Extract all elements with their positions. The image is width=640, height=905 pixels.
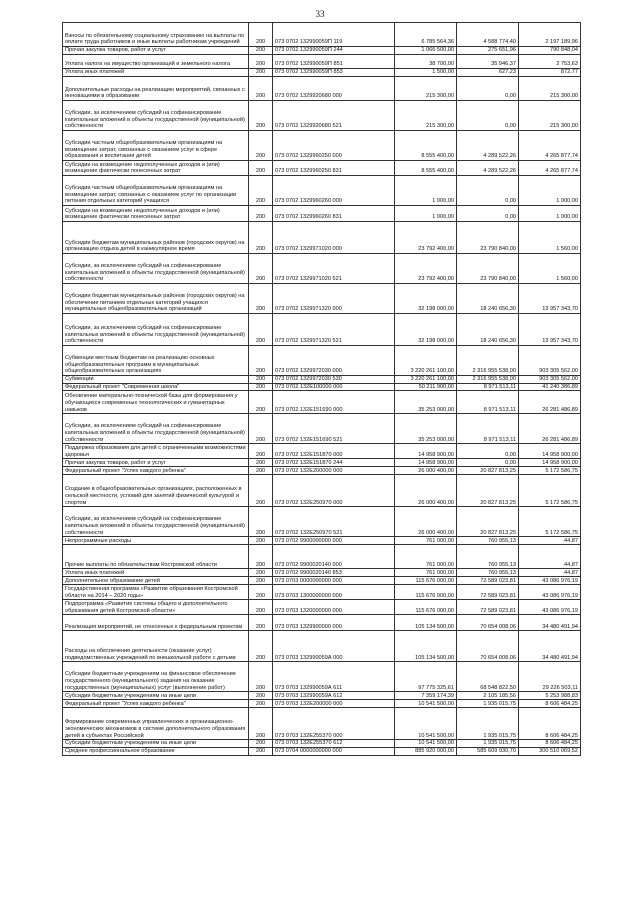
row-name: Взносы по обязательному социальному страхованию на выплаты по оплате труда работников и иные выплаты работникам учреждений bbox=[63, 23, 249, 47]
row-code: 200 bbox=[249, 662, 273, 692]
row-code: 200 bbox=[249, 222, 273, 254]
row-executed-amount: 20 827 813,25 bbox=[457, 467, 519, 475]
row-name: Субвенции местным бюджетам на реализацию основных общеобразовательных программ в муниципальных общеобразовательных организациях bbox=[63, 346, 249, 376]
table-row bbox=[63, 692, 581, 700]
row-approved-amount: 6 785 564,36 bbox=[395, 23, 457, 47]
row-code: 200 bbox=[249, 206, 273, 222]
row-approved-amount: 38 700,00 bbox=[395, 55, 457, 69]
row-classification: 073 0702 9900000000 000 bbox=[273, 537, 395, 545]
row-unexecuted-amount: 34 480 491,94 bbox=[519, 615, 581, 631]
table-row bbox=[63, 662, 581, 692]
row-unexecuted-amount: 8 606 484,25 bbox=[519, 740, 581, 748]
row-code: 200 bbox=[249, 708, 273, 740]
table-row bbox=[63, 161, 581, 176]
row-name: Федеральный проект "Успех каждого ребенка" bbox=[63, 700, 249, 708]
row-classification: 073 0702 1329920680 521 bbox=[273, 101, 395, 131]
row-name: Создание в общеобразовательных организациях, расположенных в сельской местности, условий для занятий физической культурой и спортом bbox=[63, 475, 249, 507]
row-classification: 073 0702 9900020140 853 bbox=[273, 569, 395, 577]
table-row bbox=[63, 69, 581, 77]
row-classification: 073 0703 132990059А 000 bbox=[273, 631, 395, 662]
row-unexecuted-amount: 1 560,00 bbox=[519, 222, 581, 254]
table-row bbox=[63, 47, 581, 55]
row-classification: 073 0702 132990059П 119 bbox=[273, 23, 395, 47]
row-classification: 073 0702 132E100000 000 bbox=[273, 383, 395, 391]
row-name: Обновление материально-технической базы для формирования у обучающихся современных технологических и гуманитарных навыков bbox=[63, 391, 249, 414]
row-executed-amount: 627,23 bbox=[457, 69, 519, 77]
row-unexecuted-amount: 790 848,04 bbox=[519, 47, 581, 55]
row-code: 200 bbox=[249, 585, 273, 600]
row-code: 200 bbox=[249, 346, 273, 376]
row-classification: 073 0703 132E255370 000 bbox=[273, 708, 395, 740]
row-code: 200 bbox=[249, 376, 273, 384]
row-classification: 073 0702 1329971320 521 bbox=[273, 314, 395, 346]
table-row bbox=[63, 206, 581, 222]
row-executed-amount: 0,00 bbox=[457, 206, 519, 222]
table-row bbox=[63, 23, 581, 47]
row-approved-amount: 14 958 900,00 bbox=[395, 459, 457, 467]
row-approved-amount: 14 958 900,00 bbox=[395, 444, 457, 459]
row-unexecuted-amount: 903 305 562,00 bbox=[519, 346, 581, 376]
row-classification: 073 0703 1300000000 000 bbox=[273, 585, 395, 600]
row-unexecuted-amount: 8 606 484,25 bbox=[519, 708, 581, 740]
row-code: 200 bbox=[249, 391, 273, 414]
row-classification: 073 0702 132E151870 000 bbox=[273, 444, 395, 459]
table-row bbox=[63, 467, 581, 475]
row-unexecuted-amount: 872,77 bbox=[519, 69, 581, 77]
row-executed-amount: 2 316 955 538,00 bbox=[457, 346, 519, 376]
budget-table bbox=[62, 22, 581, 756]
table-row bbox=[63, 314, 581, 346]
row-code: 200 bbox=[249, 615, 273, 631]
row-executed-amount: 18 240 656,30 bbox=[457, 314, 519, 346]
table-row bbox=[63, 631, 581, 662]
row-code: 200 bbox=[249, 545, 273, 569]
row-classification: 073 0703 132990059А 611 bbox=[273, 662, 395, 692]
row-name: Субсидии частным общеобразовательным организациям на возмещение затрат, связанных с оказанием услуг по организации питания отдельных категорий учащихся bbox=[63, 176, 249, 206]
row-code: 200 bbox=[249, 577, 273, 585]
row-name: Субсидии, за исключением субсидий на софинансирование капитальных вложений в объекты государственной (муниципальной) собственности bbox=[63, 414, 249, 444]
table-row bbox=[63, 475, 581, 507]
row-name: Уплата иных платежей bbox=[63, 69, 249, 77]
row-unexecuted-amount: 14 958 900,00 bbox=[519, 444, 581, 459]
row-name: Прочая закупка товаров, работ и услуг bbox=[63, 459, 249, 467]
row-approved-amount: 761 000,00 bbox=[395, 545, 457, 569]
row-classification: 073 0702 132E151870 244 bbox=[273, 459, 395, 467]
row-classification: 073 0702 1329960260 831 bbox=[273, 206, 395, 222]
row-name: Непрограммные расходы bbox=[63, 537, 249, 545]
row-approved-amount: 26 000 400,00 bbox=[395, 467, 457, 475]
table-row bbox=[63, 391, 581, 414]
row-classification: 073 0702 132E200000 000 bbox=[273, 467, 395, 475]
row-code: 200 bbox=[249, 176, 273, 206]
row-unexecuted-amount: 43 086 976,19 bbox=[519, 577, 581, 585]
table-row bbox=[63, 545, 581, 569]
row-executed-amount: 8 971 513,11 bbox=[457, 414, 519, 444]
row-approved-amount: 8 555 400,00 bbox=[395, 131, 457, 161]
row-executed-amount: 4 588 774,40 bbox=[457, 23, 519, 47]
row-classification: 073 0702 1329971020 521 bbox=[273, 254, 395, 284]
row-name: Прочая закупка товаров, работ и услуг bbox=[63, 47, 249, 55]
row-code: 200 bbox=[249, 161, 273, 176]
row-unexecuted-amount: 44,87 bbox=[519, 545, 581, 569]
row-approved-amount: 1 500,00 bbox=[395, 69, 457, 77]
table-row bbox=[63, 747, 581, 755]
row-unexecuted-amount: 2 753,63 bbox=[519, 55, 581, 69]
row-code: 200 bbox=[249, 284, 273, 314]
row-classification: 073 0703 1329900000 000 bbox=[273, 615, 395, 631]
row-code: 200 bbox=[249, 254, 273, 284]
row-classification: 073 0702 132990059П 851 bbox=[273, 55, 395, 69]
row-unexecuted-amount: 5 172 586,75 bbox=[519, 467, 581, 475]
row-name: Субсидии бюджетным учреждениям на иные цели bbox=[63, 740, 249, 748]
row-name: Субсидии частным общеобразовательным организациям на возмещение затрат, связанных с оказанием услуг в сфере образования и воспитания детей bbox=[63, 131, 249, 161]
row-approved-amount: 32 198 000,00 bbox=[395, 314, 457, 346]
row-executed-amount: 8 971 513,11 bbox=[457, 391, 519, 414]
row-unexecuted-amount: 13 957 343,70 bbox=[519, 284, 581, 314]
row-approved-amount: 10 541 500,00 bbox=[395, 700, 457, 708]
row-approved-amount: 50 211 900,00 bbox=[395, 383, 457, 391]
row-name: Субсидии, за исключением субсидий на софинансирование капитальных вложений в объекты государственной (муниципальной) собственности bbox=[63, 507, 249, 537]
table-row bbox=[63, 77, 581, 101]
row-name: Дополнительные расходы на реализацию мероприятий, связанных с инновациями в образовании bbox=[63, 77, 249, 101]
table-row bbox=[63, 131, 581, 161]
table-row bbox=[63, 577, 581, 585]
row-code: 200 bbox=[249, 77, 273, 101]
row-classification: 073 0703 132E255370 612 bbox=[273, 740, 395, 748]
row-executed-amount: 760 955,13 bbox=[457, 569, 519, 577]
row-executed-amount: 20 827 813,25 bbox=[457, 475, 519, 507]
row-approved-amount: 35 253 000,00 bbox=[395, 414, 457, 444]
row-name: Расходы на обеспечение деятельности (оказание услуг) подведомственных учреждений по внешкольной работе с детьми bbox=[63, 631, 249, 662]
row-unexecuted-amount: 13 957 343,70 bbox=[519, 314, 581, 346]
table-row bbox=[63, 585, 581, 600]
row-approved-amount: 215 300,00 bbox=[395, 101, 457, 131]
row-executed-amount: 0,00 bbox=[457, 444, 519, 459]
row-unexecuted-amount: 26 281 486,89 bbox=[519, 391, 581, 414]
row-unexecuted-amount: 1 000,00 bbox=[519, 206, 581, 222]
row-unexecuted-amount: 4 265 877,74 bbox=[519, 131, 581, 161]
row-code: 200 bbox=[249, 101, 273, 131]
row-code: 200 bbox=[249, 47, 273, 55]
row-approved-amount: 8 555 400,00 bbox=[395, 161, 457, 176]
row-executed-amount: 23 790 840,00 bbox=[457, 254, 519, 284]
row-unexecuted-amount: 29 226 503,11 bbox=[519, 662, 581, 692]
row-name: Поддержка образования для детей с ограниченными возможностями здоровья bbox=[63, 444, 249, 459]
row-code: 200 bbox=[249, 475, 273, 507]
row-code: 200 bbox=[249, 69, 273, 77]
row-code: 200 bbox=[249, 467, 273, 475]
row-name: Федеральный проект "Успех каждого ребенка" bbox=[63, 467, 249, 475]
row-classification: 073 0702 1329972030 000 bbox=[273, 346, 395, 376]
row-executed-amount: 72 589 023,81 bbox=[457, 585, 519, 600]
row-name: Субвенции bbox=[63, 376, 249, 384]
row-executed-amount: 0,00 bbox=[457, 459, 519, 467]
row-executed-amount: 2 105 185,56 bbox=[457, 692, 519, 700]
row-name: Подпрограмма «Развитие системы общего и дополнительного образования детей Костромской области» bbox=[63, 600, 249, 615]
table-row bbox=[63, 55, 581, 69]
table-row bbox=[63, 346, 581, 376]
row-executed-amount: 4 289 522,26 bbox=[457, 161, 519, 176]
row-code: 200 bbox=[249, 631, 273, 662]
row-name: Федеральный проект "Современная школа" bbox=[63, 383, 249, 391]
row-executed-amount: 68 548 822,50 bbox=[457, 662, 519, 692]
row-name: Прочие выплаты по обязательствам Костромской области bbox=[63, 545, 249, 569]
table-row bbox=[63, 537, 581, 545]
row-name: Субсидии на возмещение недополученных доходов и (или) возмещение фактически понесенных затрат bbox=[63, 161, 249, 176]
row-approved-amount: 3 220 261 100,00 bbox=[395, 346, 457, 376]
row-classification: 073 0702 1329920680 000 bbox=[273, 77, 395, 101]
row-approved-amount: 23 792 400,00 bbox=[395, 222, 457, 254]
row-unexecuted-amount: 44,87 bbox=[519, 569, 581, 577]
budget-table-body bbox=[63, 23, 581, 756]
row-executed-amount: 70 654 008,06 bbox=[457, 631, 519, 662]
row-unexecuted-amount: 1 560,00 bbox=[519, 254, 581, 284]
row-executed-amount: 72 589 023,81 bbox=[457, 577, 519, 585]
row-unexecuted-amount: 1 000,00 bbox=[519, 176, 581, 206]
row-code: 200 bbox=[249, 131, 273, 161]
row-approved-amount: 761 000,00 bbox=[395, 537, 457, 545]
row-approved-amount: 7 359 174,39 bbox=[395, 692, 457, 700]
row-unexecuted-amount: 44,87 bbox=[519, 537, 581, 545]
row-executed-amount: 0,00 bbox=[457, 77, 519, 101]
row-unexecuted-amount: 4 265 877,74 bbox=[519, 161, 581, 176]
row-name: Субсидии на возмещение недополученных доходов и (или) возмещение фактически понесенных затрат bbox=[63, 206, 249, 222]
table-row bbox=[63, 700, 581, 708]
row-classification: 073 0702 1329971320 000 bbox=[273, 284, 395, 314]
table-row bbox=[63, 101, 581, 131]
row-executed-amount: 0,00 bbox=[457, 101, 519, 131]
row-classification: 073 0702 132990059П 244 bbox=[273, 47, 395, 55]
row-classification: 073 0702 132E151690 521 bbox=[273, 414, 395, 444]
row-approved-amount: 26 000 400,00 bbox=[395, 507, 457, 537]
table-row bbox=[63, 414, 581, 444]
row-code: 200 bbox=[249, 314, 273, 346]
row-classification: 073 0702 1329960250 831 bbox=[273, 161, 395, 176]
row-approved-amount: 32 198 000,00 bbox=[395, 284, 457, 314]
row-unexecuted-amount: 41 240 386,89 bbox=[519, 383, 581, 391]
row-unexecuted-amount: 5 253 988,83 bbox=[519, 692, 581, 700]
table-row bbox=[63, 284, 581, 314]
row-executed-amount: 20 827 813,25 bbox=[457, 507, 519, 537]
row-code: 200 bbox=[249, 537, 273, 545]
row-classification: 073 0702 132990059П 853 bbox=[273, 69, 395, 77]
row-code: 200 bbox=[249, 747, 273, 755]
row-code: 200 bbox=[249, 414, 273, 444]
row-name: Субсидии бюджетам муниципальных районов (городских округов) на обеспечение питанием отдельных категорий учащихся муниципальных общеобразовательных организаций bbox=[63, 284, 249, 314]
row-classification: 073 0702 1329960260 000 bbox=[273, 176, 395, 206]
table-row bbox=[63, 459, 581, 467]
row-unexecuted-amount: 43 086 976,19 bbox=[519, 585, 581, 600]
row-classification: 073 0703 132E200000 000 bbox=[273, 700, 395, 708]
row-executed-amount: 8 971 513,11 bbox=[457, 383, 519, 391]
row-code: 200 bbox=[249, 383, 273, 391]
row-name: Среднее профессиональное образование bbox=[63, 747, 249, 755]
row-executed-amount: 35 946,37 bbox=[457, 55, 519, 69]
row-code: 200 bbox=[249, 692, 273, 700]
row-name: Субсидии, за исключением субсидий на софинансирование капитальных вложений в объекты государственной (муниципальной) собственности bbox=[63, 101, 249, 131]
row-unexecuted-amount: 300 510 069,52 bbox=[519, 747, 581, 755]
row-approved-amount: 3 220 261 100,00 bbox=[395, 376, 457, 384]
row-unexecuted-amount: 903 305 562,00 bbox=[519, 376, 581, 384]
row-name: Реализация мероприятий, не отнесенных к федеральным проектам bbox=[63, 615, 249, 631]
row-executed-amount: 1 935 015,75 bbox=[457, 740, 519, 748]
row-executed-amount: 23 790 840,00 bbox=[457, 222, 519, 254]
row-classification: 073 0703 0000000000 000 bbox=[273, 577, 395, 585]
row-name: Дополнительное образование детей bbox=[63, 577, 249, 585]
row-unexecuted-amount: 26 281 486,89 bbox=[519, 414, 581, 444]
row-classification: 073 0702 1329972030 530 bbox=[273, 376, 395, 384]
row-classification: 073 0702 132E151690 000 bbox=[273, 391, 395, 414]
table-row bbox=[63, 600, 581, 615]
row-classification: 073 0702 1329960250 000 bbox=[273, 131, 395, 161]
row-approved-amount: 1 000,00 bbox=[395, 176, 457, 206]
row-code: 200 bbox=[249, 700, 273, 708]
row-executed-amount: 18 240 656,30 bbox=[457, 284, 519, 314]
row-approved-amount: 761 000,00 bbox=[395, 569, 457, 577]
row-approved-amount: 115 676 000,00 bbox=[395, 577, 457, 585]
table-row bbox=[63, 740, 581, 748]
row-classification: 073 0703 1320000000 000 bbox=[273, 600, 395, 615]
row-name: Субсидии бюджетам муниципальных районов (городских округов) на организацию отдыха детей в каникулярное время bbox=[63, 222, 249, 254]
row-approved-amount: 97 775 325,61 bbox=[395, 662, 457, 692]
row-code: 200 bbox=[249, 55, 273, 69]
row-approved-amount: 10 541 500,00 bbox=[395, 740, 457, 748]
row-approved-amount: 1 000,00 bbox=[395, 206, 457, 222]
row-unexecuted-amount: 8 606 484,25 bbox=[519, 700, 581, 708]
table-row bbox=[63, 176, 581, 206]
table-row bbox=[63, 569, 581, 577]
table-row bbox=[63, 444, 581, 459]
row-unexecuted-amount: 5 172 586,75 bbox=[519, 507, 581, 537]
row-classification: 073 0702 132E250970 521 bbox=[273, 507, 395, 537]
row-unexecuted-amount: 2 197 189,96 bbox=[519, 23, 581, 47]
page-number: 33 bbox=[315, 9, 325, 19]
row-name: Субсидии бюджетным учреждениям на иные цели bbox=[63, 692, 249, 700]
row-code: 200 bbox=[249, 569, 273, 577]
row-approved-amount: 105 134 500,00 bbox=[395, 631, 457, 662]
row-classification: 073 0703 132990059А 612 bbox=[273, 692, 395, 700]
row-executed-amount: 1 935 015,75 bbox=[457, 700, 519, 708]
row-classification: 073 0702 1329971020 000 bbox=[273, 222, 395, 254]
row-code: 200 bbox=[249, 444, 273, 459]
row-classification: 073 0702 132E250970 000 bbox=[273, 475, 395, 507]
row-name: Уплата иных платежей bbox=[63, 569, 249, 577]
row-executed-amount: 4 289 522,26 bbox=[457, 131, 519, 161]
row-approved-amount: 115 676 000,00 bbox=[395, 585, 457, 600]
table-row bbox=[63, 708, 581, 740]
row-approved-amount: 215 300,00 bbox=[395, 77, 457, 101]
row-unexecuted-amount: 43 086 976,19 bbox=[519, 600, 581, 615]
row-unexecuted-amount: 5 172 586,75 bbox=[519, 475, 581, 507]
table-row bbox=[63, 507, 581, 537]
row-approved-amount: 26 000 400,00 bbox=[395, 475, 457, 507]
row-code: 200 bbox=[249, 23, 273, 47]
row-classification: 073 0702 9900020140 000 bbox=[273, 545, 395, 569]
table-row bbox=[63, 383, 581, 391]
row-approved-amount: 115 676 000,00 bbox=[395, 600, 457, 615]
row-approved-amount: 105 134 500,00 bbox=[395, 615, 457, 631]
row-approved-amount: 10 541 500,00 bbox=[395, 708, 457, 740]
row-unexecuted-amount: 14 958 900,00 bbox=[519, 459, 581, 467]
row-name: Уплата налога на имущество организаций и земельного налога bbox=[63, 55, 249, 69]
row-classification: 073 0704 0000000000 000 bbox=[273, 747, 395, 755]
row-executed-amount: 760 955,13 bbox=[457, 537, 519, 545]
row-name: Субсидии, за исключением субсидий на софинансирование капитальных вложений в объекты государственной (муниципальной) собственности bbox=[63, 314, 249, 346]
row-executed-amount: 2 316 955 538,00 bbox=[457, 376, 519, 384]
row-code: 200 bbox=[249, 740, 273, 748]
table-row bbox=[63, 222, 581, 254]
row-name: Формирование современных управленческих и организационно-экономических механизмов в системе дополнительного образования детей в субъектах Российской bbox=[63, 708, 249, 740]
row-code: 200 bbox=[249, 459, 273, 467]
row-approved-amount: 35 253 000,00 bbox=[395, 391, 457, 414]
row-executed-amount: 275 651,96 bbox=[457, 47, 519, 55]
row-name: Субсидии, за исключением субсидий на софинансирование капитальных вложений в объекты государственной (муниципальной) собственности bbox=[63, 254, 249, 284]
row-code: 200 bbox=[249, 600, 273, 615]
row-executed-amount: 1 935 015,75 bbox=[457, 708, 519, 740]
row-unexecuted-amount: 34 480 491,94 bbox=[519, 631, 581, 662]
row-unexecuted-amount: 215 300,00 bbox=[519, 101, 581, 131]
row-code: 200 bbox=[249, 507, 273, 537]
row-name: Государственная программа «Развитие образования Костромской области на 2014 – 2020 годы» bbox=[63, 585, 249, 600]
row-approved-amount: 23 792 400,00 bbox=[395, 254, 457, 284]
row-executed-amount: 70 654 008,06 bbox=[457, 615, 519, 631]
table-row bbox=[63, 254, 581, 284]
table-row bbox=[63, 376, 581, 384]
table-row bbox=[63, 615, 581, 631]
row-unexecuted-amount: 215 300,00 bbox=[519, 77, 581, 101]
row-name: Субсидии бюджетным учреждениям на финансовое обеспечение государственного (муниципального) задания на оказание государственных (муниципальных) услуг (выполнение работ) bbox=[63, 662, 249, 692]
row-executed-amount: 760 955,13 bbox=[457, 545, 519, 569]
row-approved-amount: 885 920 000,00 bbox=[395, 747, 457, 755]
row-approved-amount: 1 066 500,00 bbox=[395, 47, 457, 55]
row-executed-amount: 0,00 bbox=[457, 176, 519, 206]
row-executed-amount: 72 589 023,81 bbox=[457, 600, 519, 615]
row-executed-amount: 585 609 930,70 bbox=[457, 747, 519, 755]
